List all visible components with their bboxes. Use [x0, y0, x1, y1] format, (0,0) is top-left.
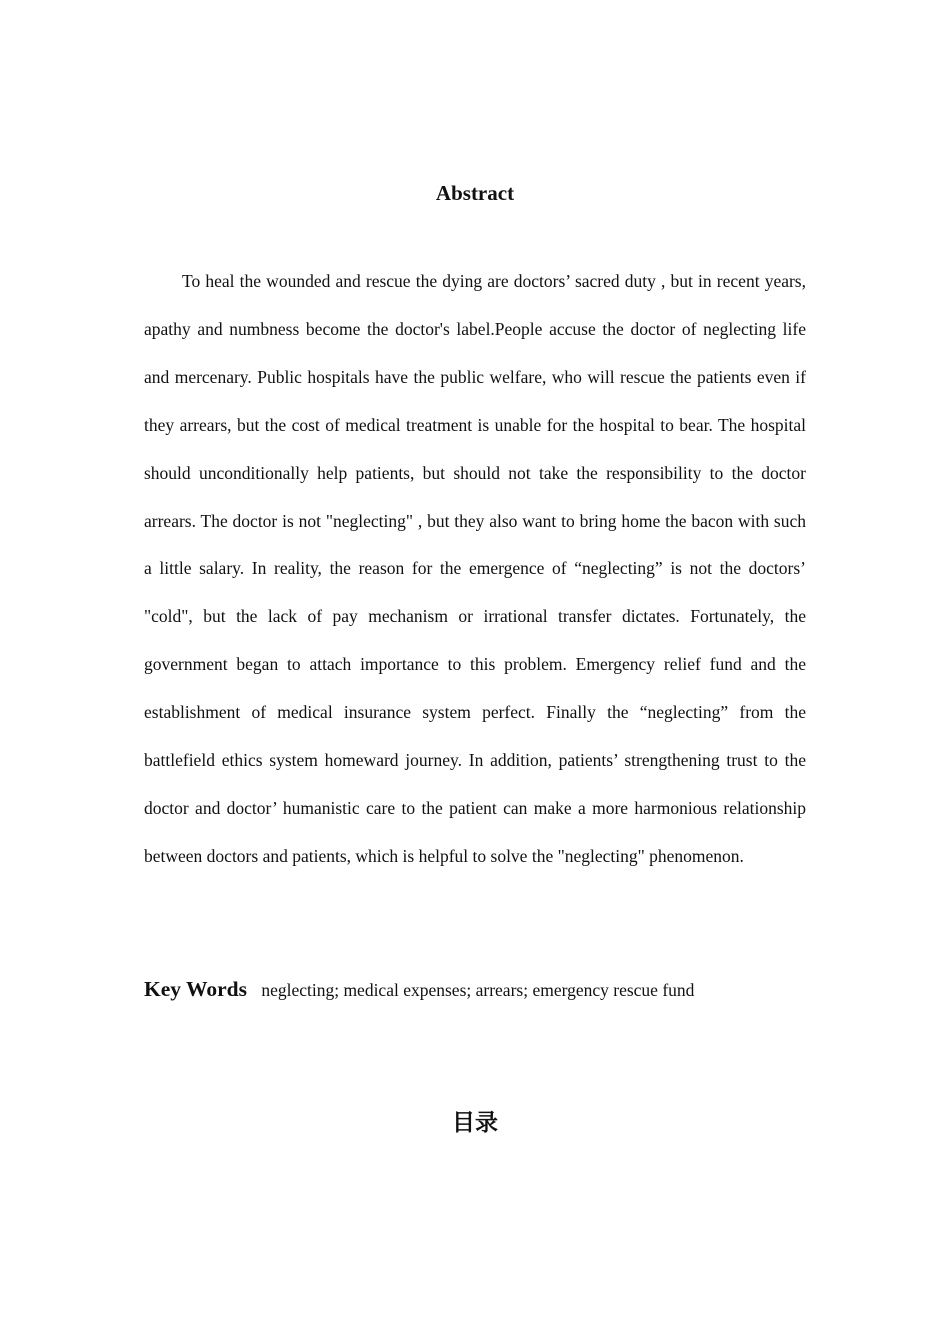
keywords-label: Key Words: [144, 977, 247, 1001]
keywords-line: [144, 972, 844, 1007]
table-of-contents-heading: 目录: [452, 1110, 498, 1136]
abstract-paragraph: To heal the wounded and rescue the dying are doctors’ sacred duty , but in recent years, apathy and numbness become the doctor's label.People accuse the doctor of neglecting life and mercenary. Public hospitals have the public welfare, who will rescue the patients even if they arrears, but the cost of medical treatment is unable for the hospital to bear. The hospital should unconditionally help patients, but should not take the responsibility to the doctor arrears. The doctor is not "neglecting" , but they also want to bring home the bacon with such a little salary. In reality, the reason for the emergence of “neglecting” is not the doctors’ "cold", but the lack of pay mechanism or irrational transfer dictates. Fortunately, the government began to attach importance to this problem. Emergency relief fund and the establishment of medical insurance system perfect. Finally the “neglecting” from the battlefield ethics system homeward journey. In addition, patients’ strengthening trust to the doctor and doctor’ humanistic care to the patient can make a more harmonious relationship between doctors and patients, which is helpful to solve the "neglecting" phenomenon.: [144, 271, 806, 866]
keywords-text: neglecting; medical expenses; arrears; emergency rescue fund: [261, 980, 695, 1000]
abstract-heading: Abstract: [435, 181, 515, 205]
